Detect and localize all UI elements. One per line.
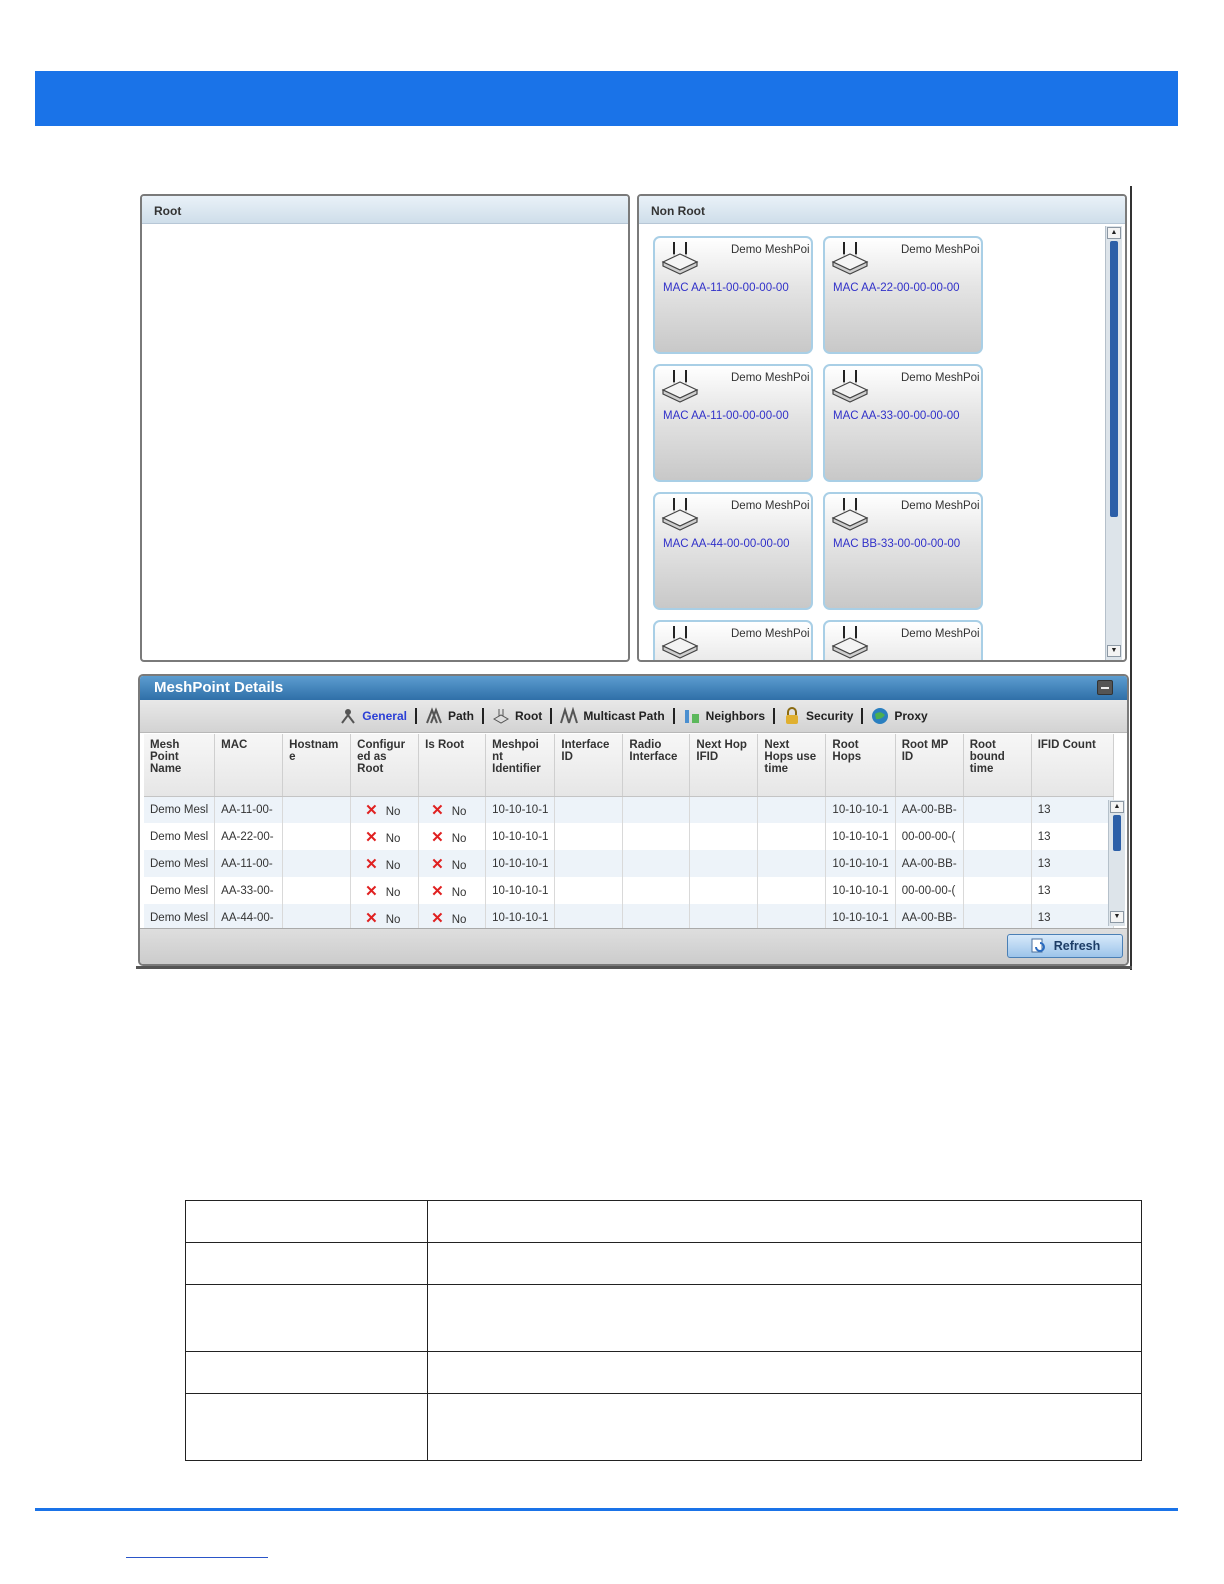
details-tab-bar: [140, 700, 1127, 733]
cell-ifid-count: 13: [1031, 850, 1113, 877]
tab-label: Neighbors: [705, 709, 766, 723]
cell-name: Demo Mesl: [144, 904, 215, 931]
x-mark-icon: ✕: [365, 909, 378, 927]
mesh-node-name: Demo MeshPoi: [901, 244, 980, 256]
tab-security[interactable]: [779, 707, 857, 725]
cell-radio-interface: [623, 823, 690, 850]
column-header[interactable]: Configur ed as Root: [351, 734, 419, 796]
column-header[interactable]: Is Root: [419, 734, 486, 796]
x-mark-icon: ✕: [431, 801, 444, 819]
cell-mac: AA-22-00-: [215, 823, 283, 850]
mesh-node-card[interactable]: [653, 236, 813, 354]
cell-meshpoint-id: 10-10-10-1: [486, 877, 555, 904]
mesh-node-card[interactable]: [823, 236, 983, 354]
tab-root[interactable]: [488, 707, 546, 725]
cell-next-hops-use-time: [758, 904, 826, 931]
cell-configured-as-root: [351, 850, 419, 877]
cell-name: Demo Mesl: [144, 823, 215, 850]
mesh-node-name: Demo MeshPoi: [731, 500, 810, 512]
cell-root-bound-time: [963, 823, 1031, 850]
footer-link-underline[interactable]: [126, 1557, 268, 1558]
root-panel: [140, 194, 630, 662]
neighbors-icon: [683, 707, 701, 725]
cell-meshpoint-id: 10-10-10-1: [486, 850, 555, 877]
cell-mac: AA-33-00-: [215, 877, 283, 904]
access-point-icon: [830, 624, 870, 660]
description-row: [186, 1352, 1142, 1394]
tab-separator: [773, 708, 775, 724]
cell-next-hops-use-time: [758, 823, 826, 850]
cell-ifid-count: 13: [1031, 904, 1113, 931]
cell-configured-as-root: [351, 904, 419, 931]
access-point-icon: [660, 368, 700, 404]
table-row[interactable]: [144, 823, 1113, 850]
cell-root-hops: 10-10-10-1: [826, 823, 895, 850]
cell-name: Demo Mesl: [144, 850, 215, 877]
cell-radio-interface: [623, 877, 690, 904]
cell-name: Demo Mesl: [144, 796, 215, 823]
screenshot-border-bottom: [136, 966, 1132, 969]
cell-root-hops: 10-10-10-1: [826, 904, 895, 931]
cell-value: No: [385, 832, 401, 845]
cell-is-root: [419, 796, 486, 823]
refresh-button[interactable]: [1007, 934, 1123, 958]
cell-ifid-count: 13: [1031, 877, 1113, 904]
tab-label: Root: [514, 709, 543, 723]
tab-multicast-path[interactable]: [556, 707, 668, 725]
cell-interface-id: [555, 823, 623, 850]
mesh-node-card[interactable]: [823, 492, 983, 610]
table-row[interactable]: [144, 850, 1113, 877]
cell-root-mp-id: AA-00-BB-: [895, 904, 963, 931]
cell-interface-id: [555, 877, 623, 904]
column-header[interactable]: Meshpoi nt Identifier: [486, 734, 555, 796]
cell-mac: AA-44-00-: [215, 904, 283, 931]
refresh-button-label: Refresh: [1053, 939, 1101, 953]
cell-value: No: [451, 886, 467, 899]
description-row: [186, 1394, 1142, 1461]
cell-configured-as-root: [351, 796, 419, 823]
table-row[interactable]: [144, 796, 1113, 823]
security-icon: [783, 707, 801, 725]
cell-is-root: [419, 877, 486, 904]
nonroot-panel: [637, 194, 1127, 662]
mesh-node-mac-link[interactable]: MAC AA-22-00-00-00-00: [833, 282, 960, 294]
mesh-node-mac-link[interactable]: MAC AA-11-00-00-00-00: [663, 282, 789, 294]
mesh-node-card[interactable]: [823, 364, 983, 482]
x-mark-icon: ✕: [365, 855, 378, 873]
cell-next-hop-ifid: [690, 850, 758, 877]
x-mark-icon: ✕: [431, 882, 444, 900]
column-header[interactable]: Hostnam e: [283, 734, 351, 796]
header-banner: [35, 71, 1178, 126]
details-panel-title: [140, 676, 1127, 700]
cell-value: No: [385, 913, 401, 926]
x-mark-icon: ✕: [365, 828, 378, 846]
cell-value: No: [385, 886, 401, 899]
cell-hostname: [283, 823, 351, 850]
cell-hostname: [283, 850, 351, 877]
cell-is-root: [419, 904, 486, 931]
cell-radio-interface: [623, 904, 690, 931]
cell-root-mp-id: 00-00-00-(: [895, 823, 963, 850]
cell-is-root: [419, 823, 486, 850]
meshpoint-table: [144, 734, 1114, 931]
x-mark-icon: ✕: [365, 801, 378, 819]
x-mark-icon: ✕: [431, 855, 444, 873]
cell-is-root: [419, 850, 486, 877]
tab-separator: [482, 708, 484, 724]
cell-mac: AA-11-00-: [215, 796, 283, 823]
column-header[interactable]: Next Hops use time: [758, 734, 826, 796]
tab-general[interactable]: [335, 707, 411, 725]
mesh-node-mac-link[interactable]: MAC AA-33-00-00-00-00: [833, 410, 960, 422]
cell-ifid-count: 13: [1031, 823, 1113, 850]
cell-radio-interface: [623, 850, 690, 877]
cell-root-bound-time: [963, 877, 1031, 904]
tab-neighbors[interactable]: [679, 707, 769, 725]
cell-next-hop-ifid: [690, 796, 758, 823]
cell-interface-id: [555, 850, 623, 877]
mesh-node-mac-link[interactable]: MAC BB-33-00-00-00-00: [833, 538, 961, 550]
cell-next-hop-ifid: [690, 877, 758, 904]
cell-next-hops-use-time: [758, 877, 826, 904]
details-title-text: MeshPoint Details: [154, 679, 284, 696]
cell-configured-as-root: [351, 877, 419, 904]
cell-next-hops-use-time: [758, 796, 826, 823]
tab-separator: [550, 708, 552, 724]
cell-next-hop-ifid: [690, 823, 758, 850]
tab-label: General: [362, 709, 407, 723]
tab-label: Multicast Path: [583, 709, 665, 723]
cell-mac: AA-11-00-: [215, 850, 283, 877]
cell-name: Demo Mesl: [144, 877, 215, 904]
minimize-icon[interactable]: [1097, 680, 1113, 695]
cell-interface-id: [555, 904, 623, 931]
path-icon: [425, 707, 443, 725]
nonroot-panel-title: Non Root: [639, 196, 1125, 224]
table-scrollbar[interactable]: [1108, 800, 1125, 926]
tab-separator: [415, 708, 417, 724]
column-header[interactable]: MAC: [215, 734, 283, 796]
table-scroll-up-icon[interactable]: ▲: [1110, 801, 1124, 813]
tab-proxy[interactable]: [867, 707, 931, 725]
cell-value: No: [385, 859, 401, 872]
mesh-node-name: Demo MeshPoi: [901, 500, 980, 512]
general-icon: [339, 707, 357, 725]
mesh-node-name: Demo MeshPoi: [731, 372, 810, 384]
tab-path[interactable]: [421, 707, 478, 725]
mesh-node-card[interactable]: [653, 364, 813, 482]
proxy-icon: [871, 707, 889, 725]
cell-next-hops-use-time: [758, 850, 826, 877]
cell-meshpoint-id: 10-10-10-1: [486, 796, 555, 823]
column-header[interactable]: Interface ID: [555, 734, 623, 796]
cell-root-bound-time: [963, 850, 1031, 877]
mesh-node-name: Demo MeshPoi: [901, 628, 980, 640]
cell-ifid-count: 13: [1031, 796, 1113, 823]
table-row[interactable]: [144, 904, 1113, 931]
cell-hostname: [283, 877, 351, 904]
access-point-icon: [830, 496, 870, 532]
scroll-up-arrow-icon[interactable]: ▲: [1107, 227, 1121, 239]
screenshot-border-right: [1130, 186, 1132, 970]
multicast-path-icon: [560, 707, 578, 725]
cell-root-mp-id: AA-00-BB-: [895, 796, 963, 823]
column-header[interactable]: Root bound time: [963, 734, 1031, 796]
cell-root-mp-id: 00-00-00-(: [895, 877, 963, 904]
cell-radio-interface: [623, 796, 690, 823]
access-point-icon: [660, 496, 700, 532]
column-header[interactable]: Root Hops: [826, 734, 895, 796]
cell-value: No: [385, 805, 401, 818]
mesh-node-card[interactable]: [653, 492, 813, 610]
mesh-node-mac-link[interactable]: MAC AA-44-00-00-00-00: [663, 538, 790, 550]
cell-hostname: [283, 796, 351, 823]
tab-separator: [861, 708, 863, 724]
access-point-icon: [660, 624, 700, 660]
cell-root-hops: 10-10-10-1: [826, 850, 895, 877]
mesh-node-name: Demo MeshPoi: [901, 372, 980, 384]
cell-root-mp-id: AA-00-BB-: [895, 850, 963, 877]
cell-configured-as-root: [351, 823, 419, 850]
cell-value: No: [451, 859, 467, 872]
details-footer: [140, 928, 1129, 966]
meshpoint-screenshot: [136, 186, 1133, 970]
cell-root-hops: 10-10-10-1: [826, 877, 895, 904]
column-header[interactable]: Radio Interface: [623, 734, 690, 796]
scroll-down-arrow-icon[interactable]: ▼: [1107, 645, 1121, 657]
mesh-node-card[interactable]: [653, 620, 813, 661]
access-point-icon: [830, 368, 870, 404]
description-row: [186, 1201, 1142, 1243]
x-mark-icon: ✕: [431, 909, 444, 927]
mesh-node-name: Demo MeshPoi: [731, 628, 810, 640]
column-header[interactable]: Next Hop IFID: [690, 734, 758, 796]
cell-root-hops: 10-10-10-1: [826, 796, 895, 823]
node-grid: [653, 236, 993, 661]
cell-value: No: [451, 913, 467, 926]
cell-value: No: [451, 805, 467, 818]
scroll-thumb[interactable]: [1110, 241, 1118, 517]
table-row[interactable]: [144, 877, 1113, 904]
footer-rule: [35, 1508, 1178, 1511]
tab-separator: [673, 708, 675, 724]
x-mark-icon: ✕: [365, 882, 378, 900]
tab-label: Security: [806, 709, 854, 723]
column-header[interactable]: IFID Count: [1031, 734, 1113, 796]
access-point-icon: [660, 240, 700, 276]
tab-label: Proxy: [894, 709, 928, 723]
meshpoint-details-panel: [138, 674, 1129, 966]
mesh-node-mac-link[interactable]: MAC AA-11-00-00-00-00: [663, 410, 789, 422]
cell-root-bound-time: [963, 796, 1031, 823]
column-header[interactable]: Mesh Point Name: [144, 734, 215, 796]
column-header[interactable]: Root MP ID: [895, 734, 963, 796]
mesh-node-name: Demo MeshPoi: [731, 244, 810, 256]
root-icon: [492, 707, 510, 725]
description-table: [185, 1200, 1142, 1461]
cell-root-bound-time: [963, 904, 1031, 931]
refresh-icon: [1030, 938, 1046, 954]
mesh-node-card[interactable]: [823, 620, 983, 661]
nonroot-scrollbar[interactable]: [1105, 226, 1122, 660]
access-point-icon: [830, 240, 870, 276]
table-scroll-down-icon[interactable]: ▼: [1110, 911, 1124, 923]
tab-label: Path: [447, 709, 474, 723]
cell-hostname: [283, 904, 351, 931]
description-row: [186, 1243, 1142, 1285]
cell-value: No: [451, 832, 467, 845]
cell-interface-id: [555, 796, 623, 823]
table-scroll-thumb[interactable]: [1113, 815, 1121, 851]
cell-meshpoint-id: 10-10-10-1: [486, 823, 555, 850]
root-panel-title: Root: [142, 196, 628, 224]
x-mark-icon: ✕: [431, 828, 444, 846]
cell-meshpoint-id: 10-10-10-1: [486, 904, 555, 931]
description-row: [186, 1285, 1142, 1352]
cell-next-hop-ifid: [690, 904, 758, 931]
